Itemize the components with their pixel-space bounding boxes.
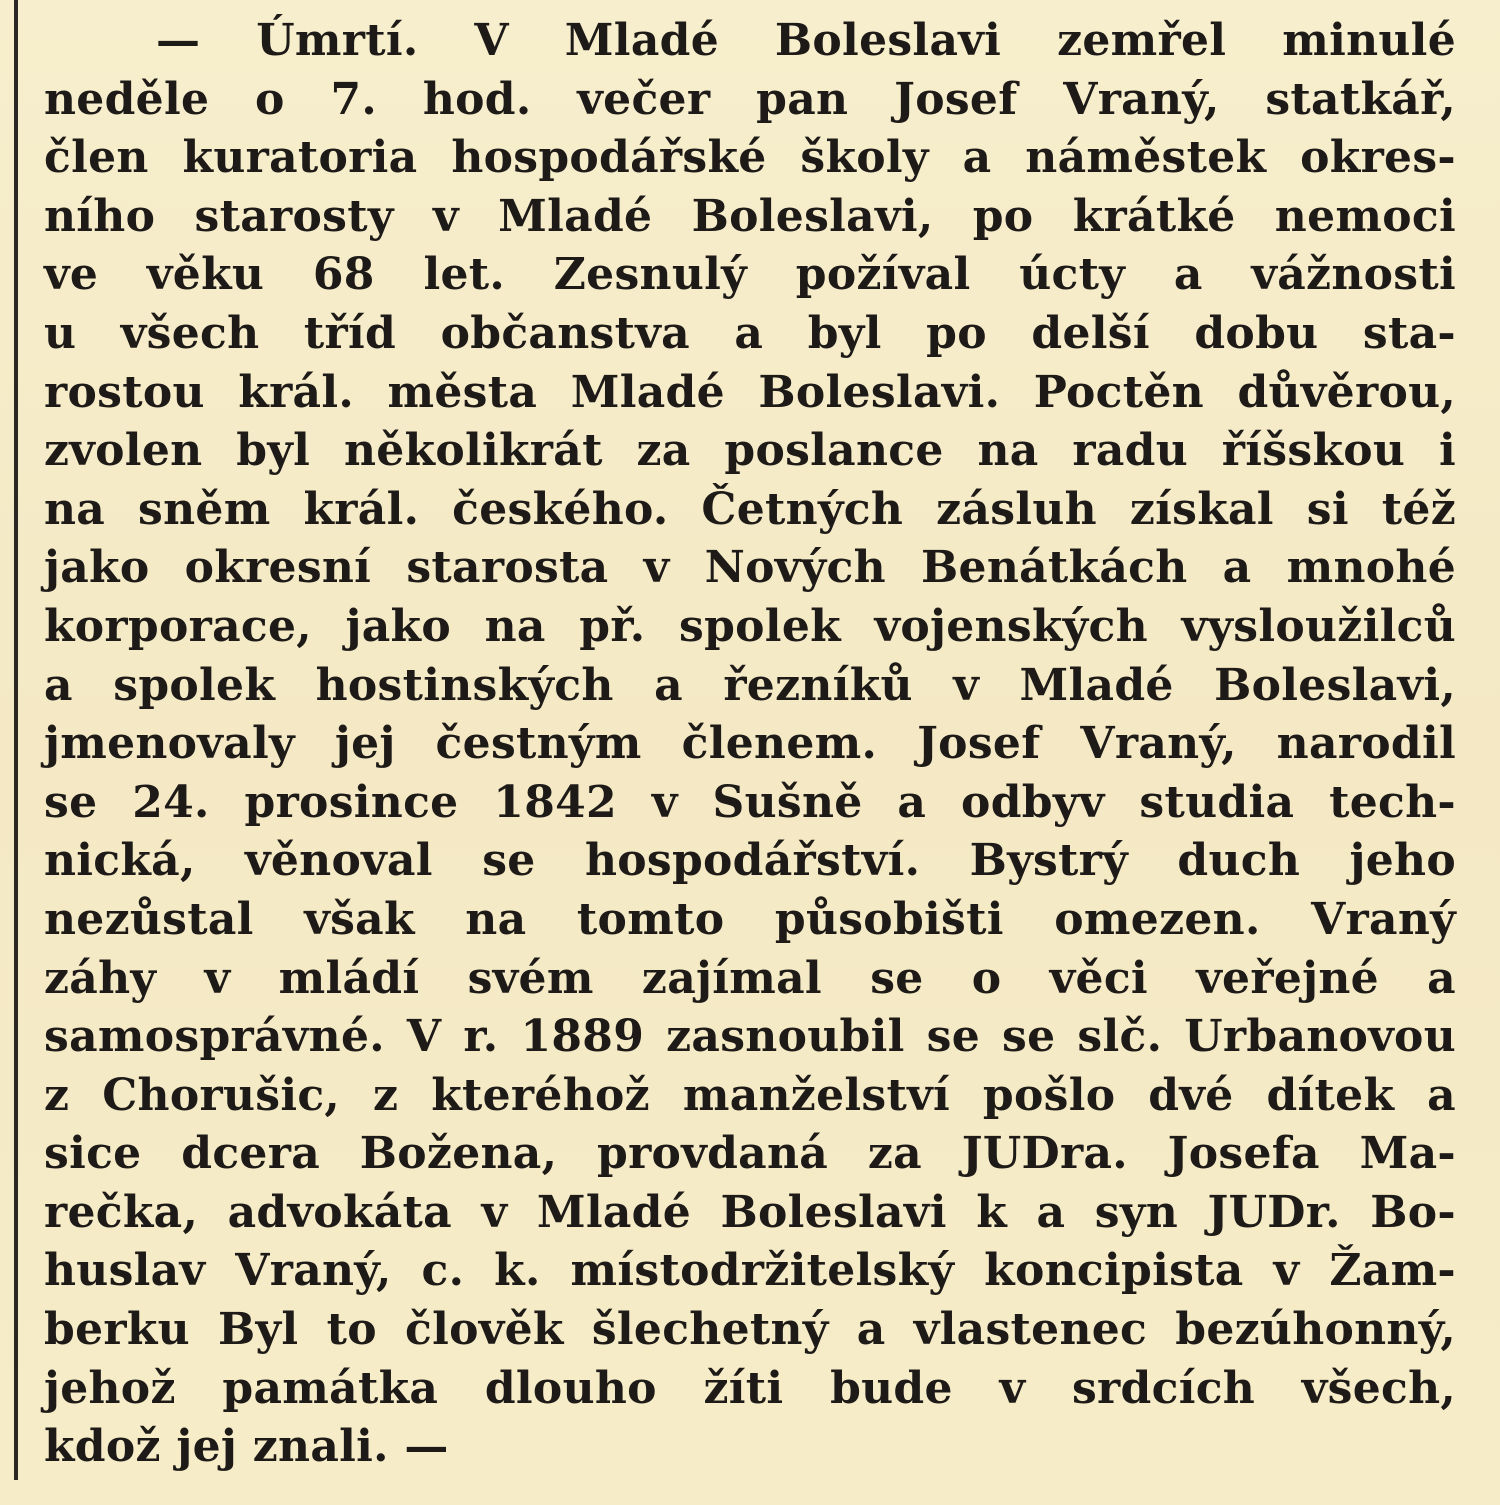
article-line: záhy v mládí svém zajímal se o věci veřejné a	[44, 952, 1456, 1004]
obituary-article	[44, 12, 1456, 1477]
article-line: člen kuratoria hospodářské školy a náměstek okres-	[44, 132, 1456, 184]
article-line: — Úmrtí. V Mladé Boleslavi zemřel minulé	[156, 15, 1456, 66]
article-line: neděle o 7. hod. večer pan Josef Vraný, statkář,	[44, 73, 1456, 125]
article-line: berku Byl to člověk šlechetný a vlastenec bezúhonný,	[44, 1304, 1456, 1356]
article-line: jehož památka dlouho žíti bude v srdcích všech,	[44, 1362, 1456, 1414]
article-line: kdož jej znali. —	[44, 1421, 449, 1473]
article-line: rostou král. města Mladé Boleslavi. Poctěn důvěrou,	[44, 366, 1456, 418]
column-rule	[14, 0, 18, 1480]
article-line: ního starosty v Mladé Boleslavi, po krátké nemoci	[44, 190, 1456, 242]
article-line: zvolen byl několikrát za poslance na radu říšskou i	[44, 425, 1456, 477]
article-line: se 24. prosince 1842 v Sušně a odbyv studia tech-	[44, 776, 1456, 828]
article-line: jmenovaly jej čestným členem. Josef Vraný, narodil	[44, 718, 1456, 770]
article-line: korporace, jako na př. spolek vojenských vysloužilců	[44, 600, 1456, 652]
article-line: jako okresní starosta v Nových Benátkách a mnohé	[44, 542, 1456, 594]
article-line: nezůstal však na tomto působišti omezen. Vraný	[44, 893, 1456, 945]
article-line: huslav Vraný, c. k. místodržitelský koncipista v Žam-	[44, 1245, 1456, 1297]
article-line: samosprávné. V r. 1889 zasnoubil se se slč. Urbanovou	[44, 1011, 1456, 1063]
article-line: sice dcera Božena, provdaná za JUDra. Josefa Ma-	[44, 1128, 1456, 1180]
article-line: ve věku 68 let. Zesnulý požíval úcty a vážnosti	[44, 249, 1456, 301]
article-line: z Chorušic, z kteréhož manželství pošlo dvé dítek a	[44, 1069, 1456, 1121]
article-line: na sněm král. českého. Četných zásluh získal si též	[44, 483, 1456, 535]
article-line: a spolek hostinských a řezníků v Mladé Boleslavi,	[44, 659, 1456, 711]
article-line: rečka, advokáta v Mladé Boleslavi k a syn JUDr. Bo-	[44, 1186, 1456, 1238]
article-line: nická, věnoval se hospodářství. Bystrý duch jeho	[44, 835, 1456, 887]
article-line: u všech tříd občanstva a byl po delší dobu sta-	[44, 307, 1456, 359]
